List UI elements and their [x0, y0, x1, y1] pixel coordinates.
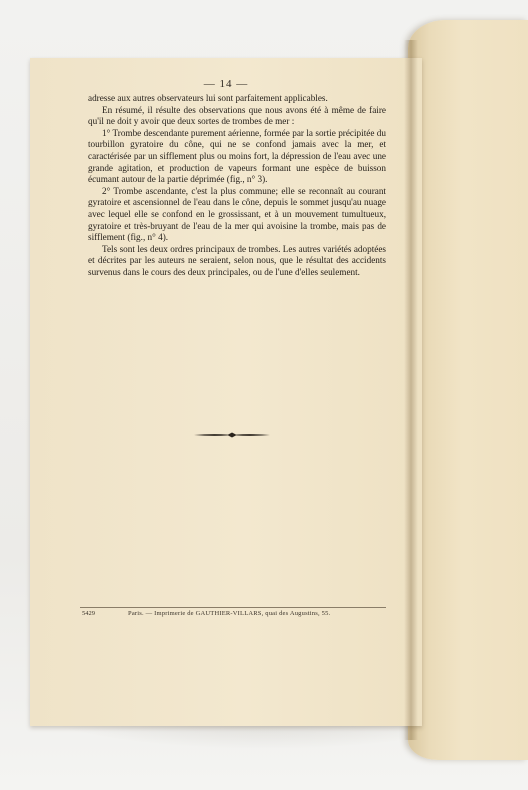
paragraph-descending-trombe: 1° Trombe descendante purement aérienne, formée par la sortie précipitée du tourbillon gyratoire du cône, qui ne se confond jamais avec la mer, et caractérisée par un sifflement plus ou moins fort, la dépression de l'eau avec une grande agitation, et production de vapeurs formant une espèce de buisson écumant autour de la partie déprimée (fig., n° 3). [88, 127, 386, 185]
footer-rule [80, 607, 386, 608]
fleuron-ornament-icon [192, 431, 272, 439]
paragraph-continuation: adresse aux autres observateurs lui sont parfaitement applicables. [88, 93, 328, 103]
facing-page-edge [408, 20, 528, 760]
footer-print-number: 5429 [82, 610, 95, 617]
paragraph-summary: En résumé, il résulte des observations que nous avons été à même de faire qu'il ne doit y avoir que deux sortes de trombes de mer : [88, 104, 386, 127]
book-gutter [404, 40, 418, 740]
page-number: — 14 — [203, 78, 249, 90]
footer-imprint: Paris. — Imprimerie de GAUTHIER-VILLARS, quai des Augustins, 55. [128, 610, 331, 617]
body-text [88, 93, 386, 279]
paragraph-ascending-trombe: 2° Trombe ascendante, c'est la plus commune; elle se reconnaît au courant gyratoire et ascensionnel de l'eau dans le cône, depuis le sommet jusqu'au nuage avec lequel elle se confond en le grossissant, et à un mouvement tumultueux, gyratoire et très-bruyant de l'eau de la mer qui avoisine la trombe, mais pas de sifflement (fig., n° 4). [88, 185, 386, 243]
document-page [30, 58, 422, 726]
paragraph-conclusion: Tels sont les deux ordres principaux de trombes. Les autres variétés adoptées et décrites par les auteurs ne seraient, selon nous, que le résultat des accidents survenus dans le cours des deux principales, ou de l'une d'elles seulement. [88, 243, 386, 277]
